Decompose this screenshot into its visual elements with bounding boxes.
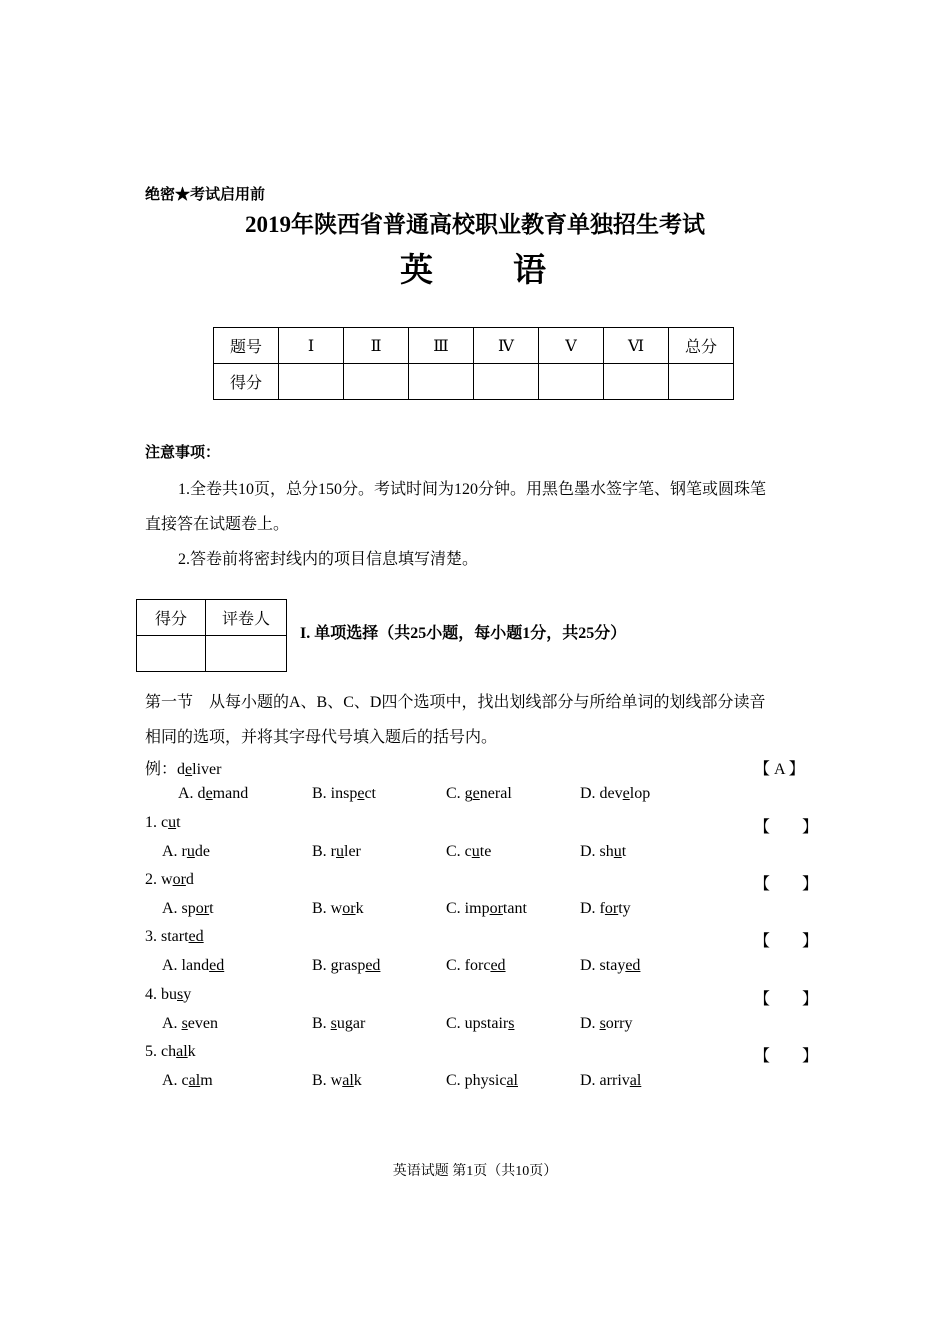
word-part: d [185, 871, 194, 888]
option-part: A. land [162, 957, 210, 974]
word-part: 3. start [145, 928, 189, 945]
example-label: 例： [145, 761, 178, 778]
note-2: 2.答卷前将密封线内的项目信息填写清楚。 [178, 551, 479, 568]
question-1-option-c [446, 843, 491, 861]
underlined-part: or [489, 900, 503, 917]
underlined-part: ed [188, 928, 204, 945]
underlined-part: or [195, 900, 210, 917]
underlined-part: u [336, 843, 344, 860]
score-input-cell[interactable] [604, 364, 669, 400]
confidential-label: 绝密★考试启用前 [145, 187, 266, 203]
underlined-part: al [629, 1072, 642, 1089]
score-input-cell[interactable] [474, 364, 539, 400]
underlined-part: s [330, 1015, 337, 1032]
option-part: m [200, 1072, 213, 1089]
underlined-part: or [172, 871, 186, 888]
score-cell-label: 题号 [214, 328, 279, 364]
underlined-part: al [188, 1072, 201, 1089]
option-part: B. insp [312, 785, 358, 802]
option-part: A. [162, 1015, 182, 1032]
example-option-d [580, 785, 650, 803]
question-5-option-d [580, 1072, 641, 1090]
option-part: te [479, 843, 492, 860]
subject-title [0, 244, 950, 291]
score-input-cell[interactable] [279, 364, 344, 400]
question-4-option-b [312, 1015, 365, 1033]
option-part: C. upstair [446, 1015, 509, 1032]
option-part: D. dev [580, 785, 623, 802]
underlined-part: ed [365, 957, 381, 974]
grader-name-label: 评卷人 [206, 600, 287, 636]
underlined-part: or [342, 900, 356, 917]
underlined-part: e [357, 785, 365, 802]
question-3-answer-bracket[interactable]: 【 】 [754, 933, 819, 950]
underlined-part: al [342, 1072, 354, 1089]
grader-score-cell[interactable] [137, 636, 206, 672]
option-part: k [353, 1072, 362, 1089]
note-1-continued: 直接答在试题卷上。 [145, 516, 290, 533]
question-3-word [145, 928, 204, 946]
score-cell-part5: Ⅴ [539, 328, 604, 364]
underlined-part: u [168, 814, 177, 831]
option-part: neral [479, 785, 512, 802]
question-2-option-c [446, 900, 527, 918]
question-1-word [145, 814, 181, 832]
question-3-option-b [312, 957, 380, 975]
section-instruction-1: 第一节 从每小题的A、B、C、D四个选项中，找出划线部分与所给单词的划线部分读音 [145, 694, 766, 711]
option-part: ler [344, 843, 361, 860]
question-5-option-c [446, 1072, 518, 1090]
option-part: D. f [580, 900, 605, 917]
grader-header-row [137, 600, 287, 636]
section-instruction-2: 相同的选项，并将其字母代号填入题后的括号内。 [145, 729, 498, 746]
subject-char-1: 英 [400, 253, 437, 289]
word-part: 4. bu [145, 986, 177, 1003]
underlined-part: ed [490, 957, 506, 974]
option-part: t [209, 900, 214, 917]
question-2-option-d [580, 900, 631, 918]
word-part: y [183, 986, 192, 1003]
question-5-word [145, 1043, 196, 1061]
word-part: 5. ch [145, 1043, 177, 1060]
underlined-part: al [176, 1043, 188, 1060]
score-input-cell[interactable] [669, 364, 734, 400]
score-input-cell[interactable] [409, 364, 474, 400]
question-5-answer-bracket[interactable]: 【 】 [754, 1048, 819, 1065]
question-2-option-a [162, 900, 214, 918]
option-part: B. w [312, 900, 343, 917]
score-cell-total: 总分 [669, 328, 734, 364]
option-part: orry [605, 1015, 633, 1032]
option-part: C. c [446, 843, 472, 860]
question-3-option-c [446, 957, 506, 975]
question-3-option-a [162, 957, 224, 975]
example-option-b [312, 785, 376, 803]
grader-name-cell[interactable] [206, 636, 287, 672]
score-cell-part4: Ⅳ [474, 328, 539, 364]
option-part: A. r [162, 843, 187, 860]
option-part: tant [502, 900, 527, 917]
underlined-part: s [177, 986, 184, 1003]
option-part: t [621, 843, 627, 860]
grader-score-label: 得分 [137, 600, 206, 636]
grader-table [136, 599, 287, 672]
example-option-a [178, 785, 248, 803]
underlined-part: s [599, 1015, 606, 1032]
example-word [145, 756, 221, 779]
underlined-part: ed [625, 957, 641, 974]
option-part: ct [364, 785, 376, 802]
underlined-part: or [604, 900, 619, 917]
page-footer: 英语试题 第1页（共10页） [392, 1164, 558, 1179]
option-part: D. sh [580, 843, 614, 860]
option-part: C. imp [446, 900, 490, 917]
underlined-part: e [185, 761, 193, 778]
underlined-part: e [205, 785, 213, 802]
question-4-option-a [162, 1015, 218, 1033]
option-part: mand [212, 785, 249, 802]
note-1: 1.全卷共10页，总分150分。考试时间为120分钟。用黑色墨水签字笔、钢笔或圆珠笔 [178, 481, 767, 498]
score-row-label: 得分 [214, 364, 279, 400]
underlined-part: e [622, 785, 630, 802]
underlined-part: e [472, 785, 480, 802]
question-4-option-d [580, 1015, 632, 1033]
word-part: d [177, 761, 186, 778]
option-part: D. arriv [580, 1072, 630, 1089]
underlined-part: s [508, 1015, 515, 1032]
option-part: C. physic [446, 1072, 507, 1089]
question-3-option-d [580, 957, 640, 975]
question-1-option-d [580, 843, 626, 861]
example-option-c [446, 785, 512, 803]
example-answer: 【 A 】 [754, 761, 805, 778]
score-input-cell[interactable] [539, 364, 604, 400]
underlined-part: ed [209, 957, 225, 974]
underlined-part: al [506, 1072, 518, 1089]
question-5-option-b [312, 1072, 362, 1090]
word-part: 2. w [145, 871, 173, 888]
subject-char-2: 语 [513, 253, 550, 289]
option-part: A. c [162, 1072, 189, 1089]
question-2-word [145, 871, 194, 889]
option-part: A. sp [162, 900, 196, 917]
question-2-answer-bracket[interactable]: 【 】 [754, 876, 819, 893]
option-part: D. [580, 1015, 600, 1032]
underlined-part: u [186, 843, 195, 860]
score-table-header-row [214, 328, 734, 364]
option-part: ty [618, 900, 631, 917]
option-part: C. forc [446, 957, 491, 974]
section-title: I. 单项选择（共25小题，每小题1分，共25分） [300, 625, 627, 642]
option-part: B. r [312, 843, 336, 860]
question-4-word [145, 986, 191, 1004]
question-5-option-a [162, 1072, 213, 1090]
score-input-cell[interactable] [344, 364, 409, 400]
option-part: de [194, 843, 210, 860]
score-cell-part1: Ⅰ [279, 328, 344, 364]
question-1-option-b [312, 843, 361, 861]
score-table-score-row [214, 364, 734, 400]
question-1-answer-bracket[interactable]: 【 】 [754, 819, 819, 836]
notes-heading: 注意事项： [145, 445, 221, 461]
score-table [213, 327, 734, 400]
word-part: 1. c [145, 814, 169, 831]
option-part: B. [312, 1015, 331, 1032]
option-part: A. d [178, 785, 206, 802]
underlined-part: u [471, 843, 480, 860]
grader-input-row [137, 636, 287, 672]
option-part: B. grasp [312, 957, 366, 974]
underlined-part: s [181, 1015, 188, 1032]
question-4-option-c [446, 1015, 514, 1033]
option-part: B. w [312, 1072, 343, 1089]
score-cell-part3: Ⅲ [409, 328, 474, 364]
word-part: k [187, 1043, 196, 1060]
word-part: t [176, 814, 181, 831]
score-cell-part2: Ⅱ [344, 328, 409, 364]
question-1-option-a [162, 843, 210, 861]
option-part: lop [629, 785, 651, 802]
option-part: k [355, 900, 364, 917]
option-part: ugar [336, 1015, 366, 1032]
question-4-answer-bracket[interactable]: 【 】 [754, 991, 819, 1008]
word-part: liver [192, 761, 222, 778]
option-part: even [187, 1015, 218, 1032]
score-cell-part6: Ⅵ [604, 328, 669, 364]
question-2-option-b [312, 900, 364, 918]
option-part: C. g [446, 785, 473, 802]
underlined-part: u [613, 843, 622, 860]
option-part: D. stay [580, 957, 626, 974]
exam-title: 2019年陕西省普通高校职业教育单独招生考试 [245, 212, 705, 237]
